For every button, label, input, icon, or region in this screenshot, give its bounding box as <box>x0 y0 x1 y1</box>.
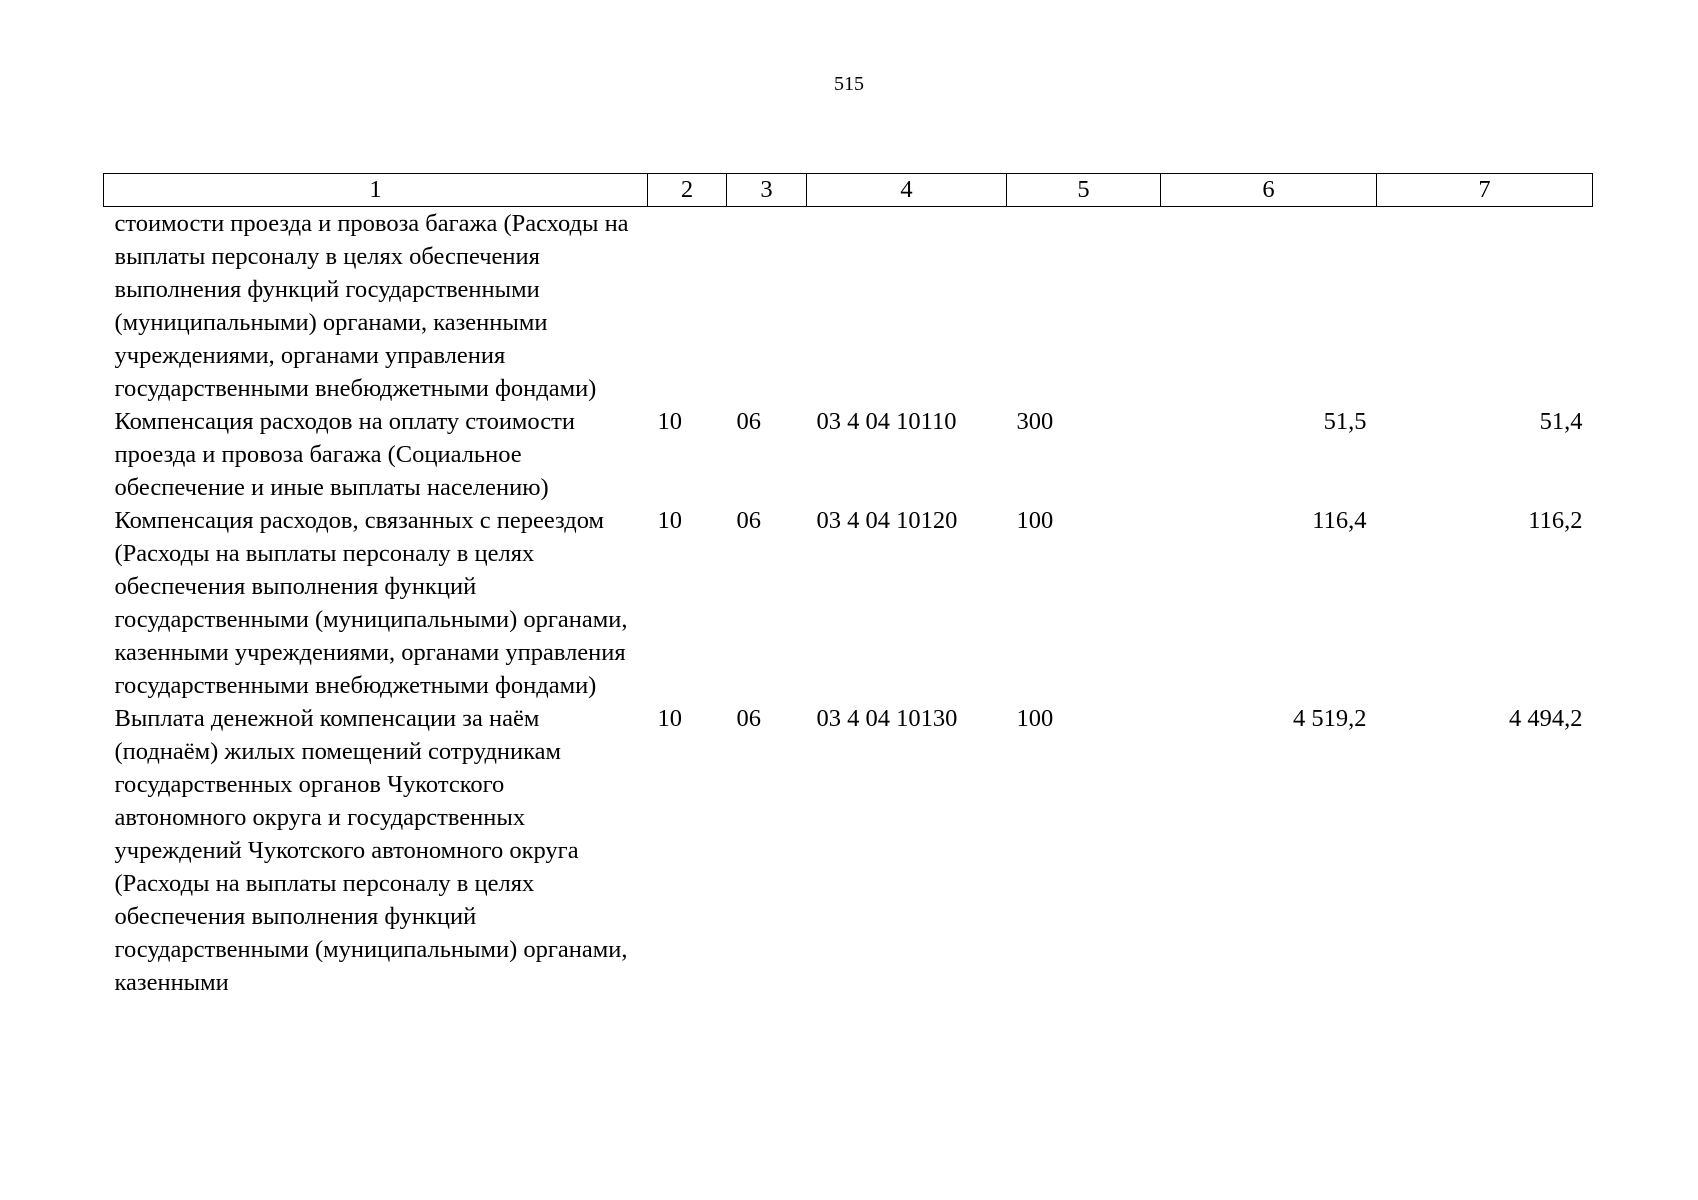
header-cell-4: 4 <box>807 174 1007 207</box>
table-body <box>104 207 1593 1000</box>
header-cell-5: 5 <box>1007 174 1161 207</box>
row-name: стоимости проезда и провоза багажа (Расходы на выплаты персоналу в целях обеспечения выполнения функций государственными (муниципальными) органами, казенными учреждениями, органами управления государственными внебюджетными фондами) <box>114 210 629 402</box>
row-section: 10 <box>657 705 682 732</box>
row-expense-type <box>1007 207 1161 406</box>
row-expense-type: 300 <box>1016 408 1054 435</box>
row-name: Компенсация расходов, связанных с переездом (Расходы на выплаты персоналу в целях обеспечения выполнения функций государственными (муниципальными) органами, казенными учреждениями, органами управления государственными внебюджетными фондами) <box>114 507 628 699</box>
row-target-code: 03 4 04 10120 <box>816 507 958 534</box>
header-cell-1: 1 <box>104 174 648 207</box>
row-amount-2 <box>1377 207 1593 406</box>
header-cell-6: 6 <box>1161 174 1377 207</box>
row-section: 10 <box>657 408 682 435</box>
row-amount-1 <box>1161 207 1377 406</box>
row-subsection <box>727 207 807 406</box>
table-header <box>104 174 1593 207</box>
row-amount-2: 116,2 <box>1528 507 1583 534</box>
row-target-code: 03 4 04 10110 <box>816 408 957 435</box>
row-section <box>648 207 727 406</box>
table-row <box>104 405 1593 504</box>
row-amount-1: 4 519,2 <box>1293 705 1367 732</box>
row-name: Выплата денежной компенсации за наём (поднаём) жилых помещений сотрудникам государственных органов Чукотского автономного округа и государственных учреждений Чукотского автономного округа (Расходы на выплаты персоналу в целях обеспечения выполнения функций государственными (муниципальными) органами, казенными <box>114 705 628 996</box>
row-amount-2: 51,4 <box>1539 408 1583 435</box>
row-amount-1: 51,5 <box>1323 408 1367 435</box>
page-number: 515 <box>834 73 864 95</box>
row-amount-2: 4 494,2 <box>1509 705 1583 732</box>
row-expense-type: 100 <box>1016 507 1054 534</box>
table-row <box>104 702 1593 999</box>
table-row <box>104 504 1593 702</box>
header-cell-3: 3 <box>727 174 807 207</box>
budget-table <box>103 173 1593 999</box>
row-subsection: 06 <box>736 705 761 732</box>
header-row <box>104 174 1593 207</box>
row-amount-1: 116,4 <box>1312 507 1367 534</box>
row-subsection: 06 <box>736 408 761 435</box>
row-section: 10 <box>657 507 682 534</box>
row-subsection: 06 <box>736 507 761 534</box>
row-expense-type: 100 <box>1016 705 1054 732</box>
table-row <box>104 207 1593 406</box>
row-target-code: 03 4 04 10130 <box>816 705 958 732</box>
header-cell-2: 2 <box>648 174 727 207</box>
row-name: Компенсация расходов на оплату стоимости проезда и провоза багажа (Социальное обеспечение и иные выплаты населению) <box>114 408 575 501</box>
header-cell-7: 7 <box>1377 174 1593 207</box>
row-target-code <box>807 207 1007 406</box>
